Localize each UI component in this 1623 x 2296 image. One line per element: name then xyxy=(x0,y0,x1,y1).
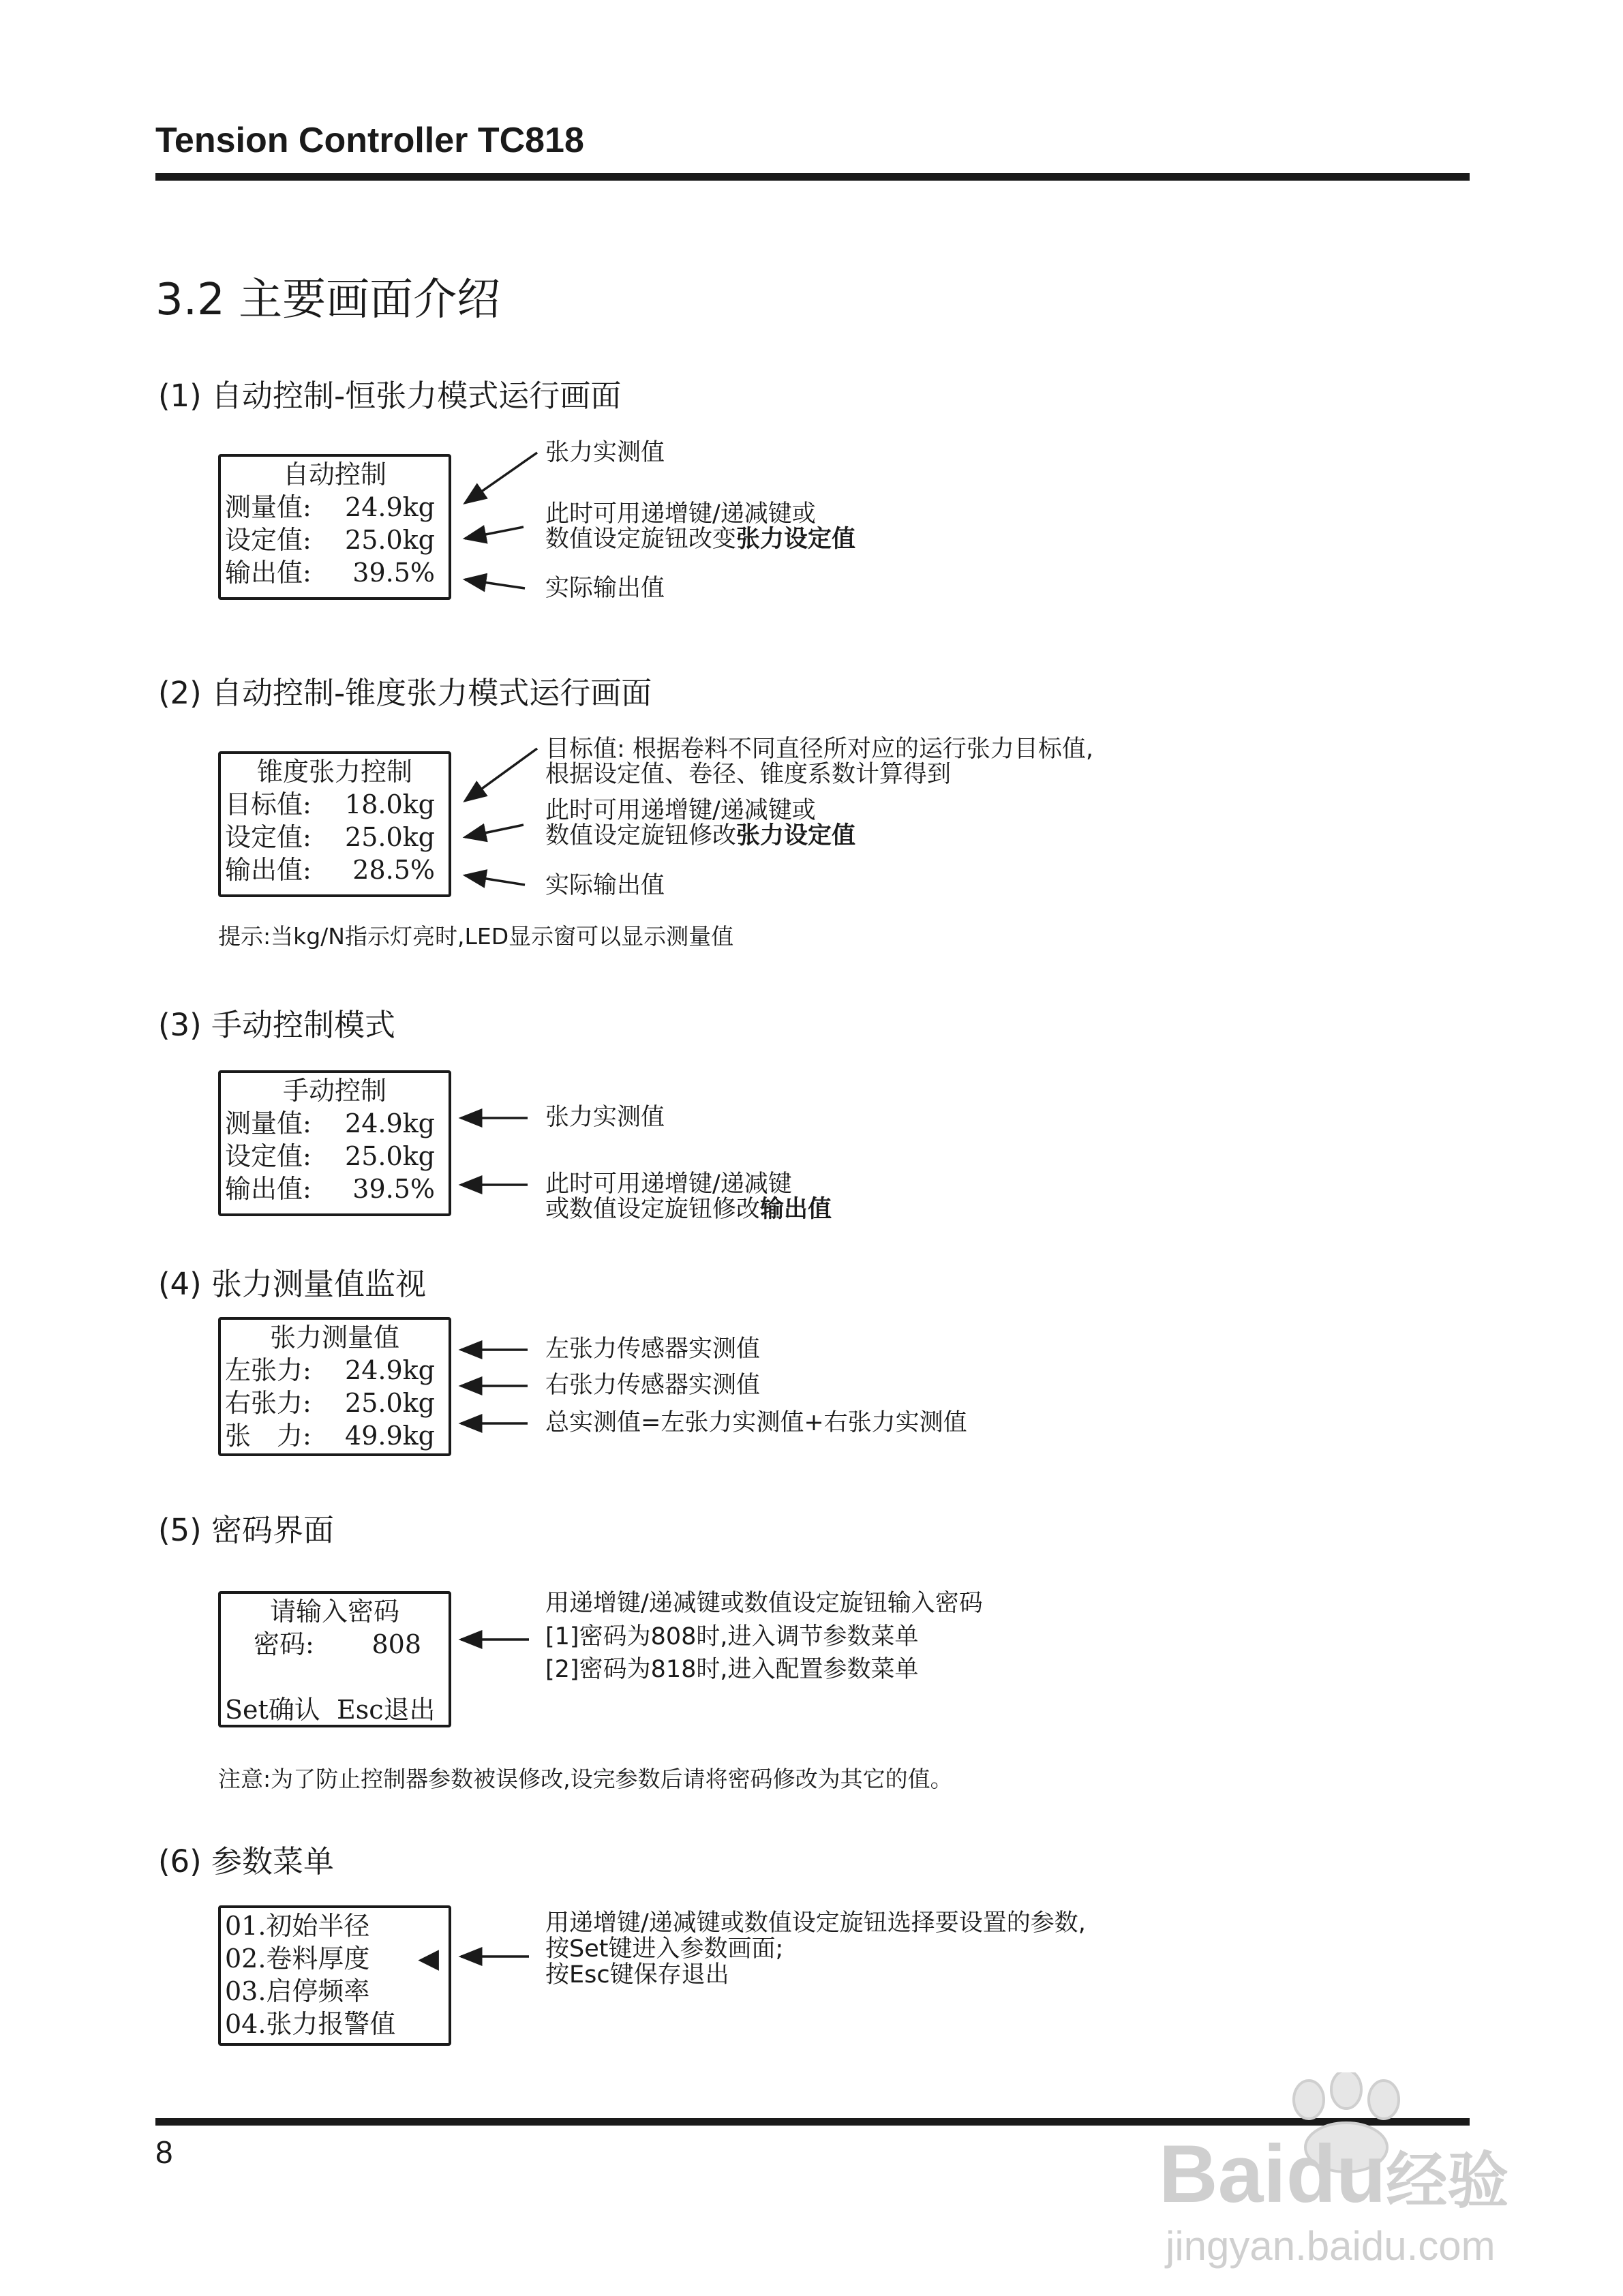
lcd-title: 张力测量值 xyxy=(269,1323,399,1353)
lcd-label: 测量值: xyxy=(225,492,312,522)
lcd-row xyxy=(221,1354,449,1387)
lcd-row xyxy=(221,1693,449,1726)
baidu-watermark xyxy=(1159,2072,1541,2277)
lcd-value: 49.9kg xyxy=(345,1421,435,1451)
note-s2-adjust-line2: 数值设定旋钮修改张力设定值 xyxy=(545,822,856,849)
lcd-value: 39.5% xyxy=(352,558,435,588)
lcd-value: 39.5% xyxy=(352,1174,435,1204)
arrow-s1-3 xyxy=(465,579,525,588)
note-s3-measured: 张力实测值 xyxy=(545,1104,665,1131)
cursor-triangle-icon: ◀ xyxy=(418,1943,439,1974)
menu-item: 01.初始半径 xyxy=(225,1911,370,1941)
lcd-label: 输出值: xyxy=(225,855,312,885)
lcd-title: 请输入密码 xyxy=(269,1597,399,1627)
lcd-value: 25.0kg xyxy=(345,822,435,852)
lcd-row xyxy=(221,524,449,556)
subsection-4-title: (4) 张力测量值监视 xyxy=(158,1266,427,1302)
note-s5-input: 用递增键/递减键或数值设定旋钮输入密码 xyxy=(545,1590,983,1617)
lcd-footer: Set确认 Esc退出 xyxy=(225,1695,436,1725)
note-s5-818: [2]密码为818时,进入配置参数菜单 xyxy=(545,1656,919,1683)
arrow-s2-3 xyxy=(465,875,525,885)
menu-item: 04.张力报警值 xyxy=(225,2009,396,2039)
lcd-title: 手动控制 xyxy=(282,1076,386,1106)
arrow-s2-2 xyxy=(465,825,524,837)
lcd-row xyxy=(221,1419,449,1452)
arrow-s2-1 xyxy=(465,749,537,801)
lcd-row xyxy=(221,1107,449,1140)
lcd-label: 密码: xyxy=(254,1629,314,1659)
note-s2-adjust-line1: 此时可用递增键/递减键或 xyxy=(545,797,816,824)
hint-s5: 注意:为了防止控制器参数被误修改,设完参数后请将密码修改为其它的值。 xyxy=(218,1766,953,1792)
menu-item-selected: 02.卷料厚度 ◀ xyxy=(225,1943,439,1974)
lcd-value: 25.0kg xyxy=(345,525,435,555)
subsection-2-title: (2) 自动控制-锥度张力模式运行画面 xyxy=(158,675,652,711)
arrow-s1-1 xyxy=(465,453,537,503)
note-s1-measured: 张力实测值 xyxy=(545,439,665,466)
lcd-label: 设定值: xyxy=(225,525,312,555)
note-s2-output: 实际输出值 xyxy=(545,872,665,899)
lcd-row xyxy=(221,1628,449,1661)
document-header-title: Tension Controller TC818 xyxy=(155,121,584,160)
note-s5-808: [1]密码为808时,进入调节参数菜单 xyxy=(545,1623,919,1650)
note-s2-target-line2: 根据设定值、卷径、锥度系数计算得到 xyxy=(545,761,952,788)
lcd-value: 25.0kg xyxy=(345,1388,435,1418)
note-s3-adjust-line1: 此时可用递增键/递减键 xyxy=(545,1170,792,1198)
hint-s2: 提示:当kg/N指示灯亮时,LED显示窗可以显示测量值 xyxy=(218,923,734,950)
lcd-tension-monitor xyxy=(218,1317,451,1456)
lcd-row xyxy=(221,1387,449,1419)
note-s6-select: 用递增键/递减键或数值设定旋钮选择要设置的参数, xyxy=(545,1909,1086,1937)
lcd-row xyxy=(221,556,449,589)
lcd-auto-constant xyxy=(218,454,451,600)
note-s4-right: 右张力传感器实测值 xyxy=(545,1372,761,1399)
section-title: 3.2 主要画面介绍 xyxy=(155,275,501,325)
note-s6-esc: 按Esc键保存退出 xyxy=(545,1961,729,1989)
lcd-row xyxy=(221,788,449,821)
lcd-value: 25.0kg xyxy=(345,1141,435,1171)
lcd-manual xyxy=(218,1070,451,1216)
note-s1-adjust-line1: 此时可用递增键/递减键或 xyxy=(545,500,816,528)
lcd-label: 左张力: xyxy=(225,1355,312,1385)
page-number: 8 xyxy=(155,2134,173,2170)
note-s2-target-line1: 目标值: 根据卷料不同直径所对应的运行张力目标值, xyxy=(545,736,1094,763)
lcd-value: 28.5% xyxy=(352,855,435,885)
subsection-5-title: (5) 密码界面 xyxy=(158,1512,335,1548)
lcd-label: 右张力: xyxy=(225,1388,312,1418)
lcd-password xyxy=(218,1591,451,1727)
subsection-1-title: (1) 自动控制-恒张力模式运行画面 xyxy=(158,378,622,414)
lcd-value: 808 xyxy=(371,1629,421,1659)
watermark-brand2: du xyxy=(1286,2128,1386,2220)
lcd-label: 输出值: xyxy=(225,558,312,588)
watermark-url: jingyan.baidu.com xyxy=(1166,2223,1496,2269)
lcd-row xyxy=(221,821,449,854)
lcd-row xyxy=(221,1140,449,1173)
menu-item: 03.启停频率 xyxy=(225,1976,370,2006)
lcd-label: 张 力: xyxy=(225,1421,312,1451)
note-s1-output: 实际输出值 xyxy=(545,575,665,602)
lcd-label: 测量值: xyxy=(225,1108,312,1138)
lcd-parameter-menu xyxy=(218,1905,451,2046)
lcd-row xyxy=(221,1173,449,1205)
lcd-title: 自动控制 xyxy=(282,459,386,489)
lcd-label: 设定值: xyxy=(225,822,312,852)
lcd-value: 24.9kg xyxy=(345,1108,435,1138)
lcd-auto-taper xyxy=(218,751,451,897)
subsection-3-title: (3) 手动控制模式 xyxy=(158,1007,396,1043)
lcd-title: 锥度张力控制 xyxy=(256,757,412,787)
lcd-value: 24.9kg xyxy=(345,1355,435,1385)
lcd-label: 目标值: xyxy=(225,789,312,819)
lcd-row-empty xyxy=(221,1661,449,1693)
lcd-label: 设定值: xyxy=(225,1141,312,1171)
note-s6-set: 按Set键进入参数画面; xyxy=(545,1935,784,1963)
lcd-row xyxy=(221,854,449,886)
watermark-brand: Bai xyxy=(1159,2128,1286,2220)
lcd-value: 24.9kg xyxy=(345,492,435,522)
lcd-label: 输出值: xyxy=(225,1174,312,1204)
lcd-row xyxy=(221,491,449,524)
lcd-value: 18.0kg xyxy=(345,789,435,819)
note-s1-adjust-line2: 数值设定旋钮改变张力设定值 xyxy=(545,526,856,553)
watermark-suffix: 经验 xyxy=(1386,2147,1509,2216)
note-s4-left: 左张力传感器实测值 xyxy=(545,1335,761,1363)
subsection-6-title: (6) 参数菜单 xyxy=(158,1843,335,1879)
note-s3-adjust-line2: 或数值设定旋钮修改输出值 xyxy=(545,1196,832,1223)
arrow-s1-2 xyxy=(465,527,524,539)
note-s4-total: 总实测值=左张力实测值+右张力实测值 xyxy=(545,1409,967,1436)
